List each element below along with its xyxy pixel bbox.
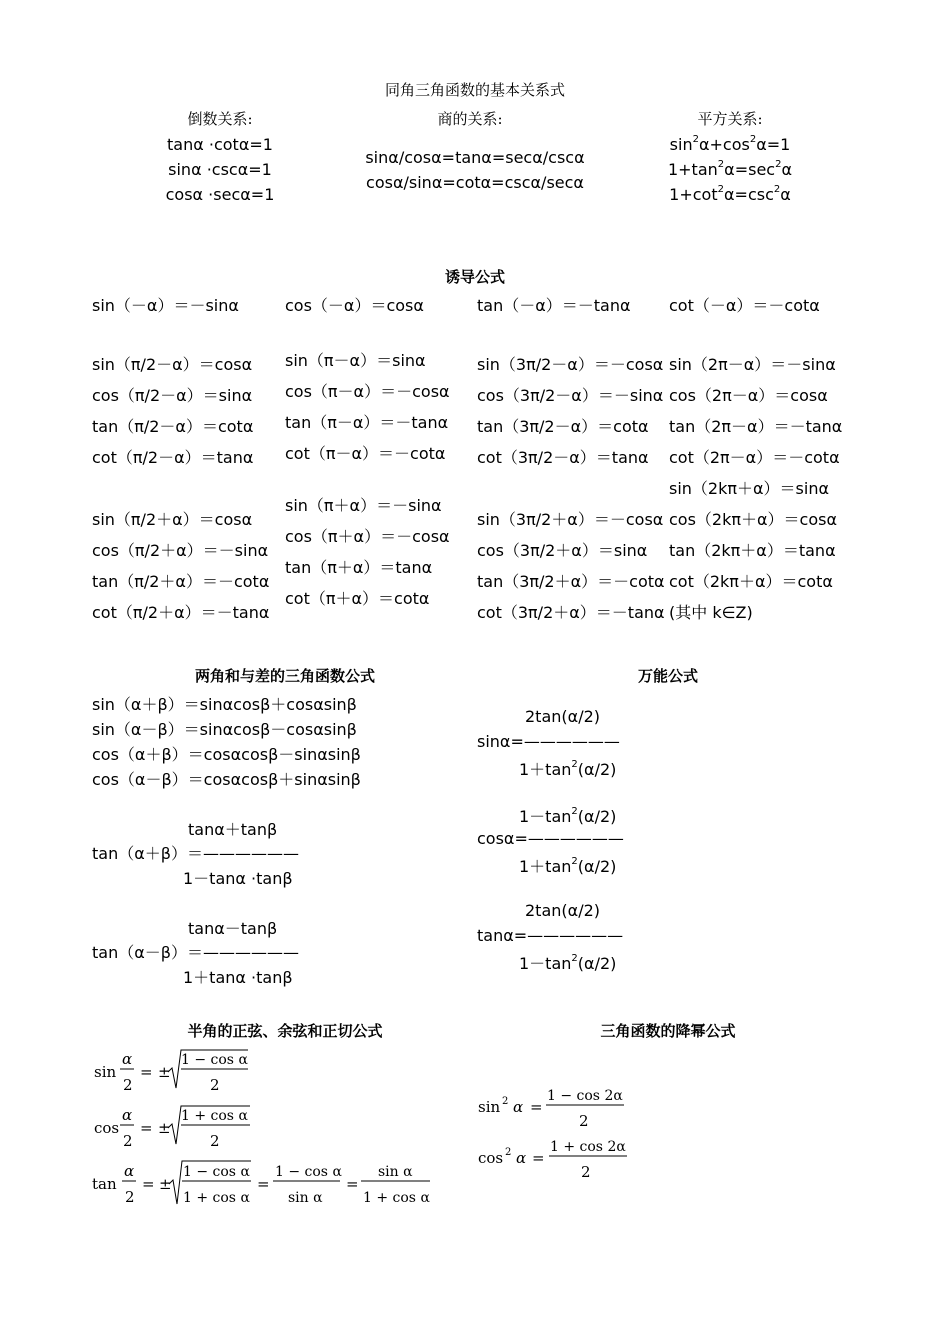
universal-cos-denominator: $1+\tan^2(\alpha/2)$: [519, 855, 617, 876]
half-cos-two: 2: [123, 1132, 133, 1150]
induction-g1-c3-1: sin（3π/2－α）＝－cosα: [477, 355, 664, 374]
universal-tan-denominator: $1-\tan^2(\alpha/2)$: [519, 952, 617, 973]
induction-g1-c2-2: cos（π－α）＝－cosα: [285, 382, 450, 401]
half-sin-eq: =: [140, 1063, 153, 1081]
pr-sin-sup: 2: [502, 1096, 509, 1107]
square-heading: 平方关系:: [697, 110, 763, 128]
induction-g2-c2-1: sin（π＋α）＝－sinα: [285, 496, 442, 515]
half-sin-pm: ±: [158, 1063, 171, 1081]
induction-g2-c1-4: cot（π/2＋α）＝－tanα: [92, 603, 270, 622]
half-tan-eq2: =: [257, 1175, 270, 1193]
tan-plus-denominator: 1－tanα ·tanβ: [183, 869, 293, 888]
half-cos-fn: cos: [94, 1119, 120, 1137]
basic-title: 同角三角函数的基本关系式: [384, 81, 565, 99]
half-tan-den: 1 + cos α: [183, 1190, 250, 1206]
universal-tan-numerator: 2tan(α/2): [525, 901, 600, 920]
universal-sin-numerator: 2tan(α/2): [525, 707, 600, 726]
induction-row0-c3: tan（－α）＝－tanα: [477, 296, 631, 315]
induction-title: 诱导公式: [444, 268, 505, 286]
induction-g1-c4-2: cos（2π－α）＝cosα: [669, 386, 828, 405]
half-tan-den2: sin α: [288, 1190, 323, 1206]
induction-g2-c3-2: cos（3π/2＋α）＝sinα: [477, 541, 648, 560]
half-cos-alpha: α: [122, 1106, 133, 1124]
power-reduce-title: 三角函数的降幂公式: [600, 1022, 736, 1040]
induction-g2-c3-3: tan（3π/2＋α）＝－cotα: [477, 572, 665, 591]
power-reduce-formulas: [474, 1078, 644, 1188]
tan-minus-numerator: tanα－tanβ: [188, 919, 278, 938]
induction-g2-c1-2: cos（π/2＋α）＝－sinα: [92, 541, 269, 560]
induction-g2-c4-4: cot（2kπ＋α）＝cotα: [669, 572, 833, 591]
pr-cos-num: 1 + cos 2α: [550, 1139, 626, 1155]
half-cos-eq: =: [140, 1119, 153, 1137]
half-tan-two: 2: [125, 1188, 135, 1206]
half-sin-alpha: α: [122, 1050, 133, 1068]
half-sin-two: 2: [123, 1076, 133, 1094]
half-cos-num: 1 + cos α: [181, 1108, 248, 1124]
reciprocal-heading: 倒数关系:: [187, 110, 253, 128]
half-tan-eq: =: [142, 1175, 155, 1193]
half-tan-alpha: α: [124, 1162, 135, 1180]
induction-g1-c2-1: sin（π－α）＝sinα: [285, 351, 426, 370]
half-tan-eq3: =: [346, 1175, 359, 1193]
reciprocal-line-1: tanα ·cotα=1: [167, 135, 273, 154]
quotient-heading: 商的关系:: [437, 110, 503, 128]
induction-g2-c1-1: sin（π/2＋α）＝cosα: [92, 510, 253, 529]
pr-sin-fn: sin: [478, 1098, 501, 1116]
induction-g1-c3-3: tan（3π/2－α）＝cotα: [477, 417, 649, 436]
induction-g2-c4-3: tan（2kπ＋α）＝tanα: [669, 541, 836, 560]
induction-g1-c3-2: cos（3π/2－α）＝－sinα: [477, 386, 664, 405]
pr-sin-alpha: α: [513, 1098, 524, 1116]
half-sin-fn: sin: [94, 1063, 117, 1081]
universal-sin-lhs: sinα=——————: [477, 732, 620, 751]
sum-diff-line-3: cos（α＋β）＝cosαcosβ－sinαsinβ: [92, 745, 361, 764]
pr-cos-alpha: α: [516, 1149, 527, 1167]
induction-g1-c2-3: tan（π－α）＝－tanα: [285, 413, 449, 432]
reciprocal-line-2: sinα ·cscα=1: [168, 160, 272, 179]
induction-row0-c2: cos（－α）＝cosα: [285, 296, 424, 315]
pr-cos-den: 2: [581, 1163, 591, 1181]
pr-cos-eq: =: [532, 1149, 545, 1167]
half-tan-num2: 1 − cos α: [275, 1164, 342, 1180]
tan-minus-denominator: 1＋tanα ·tanβ: [183, 968, 293, 987]
universal-tan-lhs: tanα=——————: [477, 926, 624, 945]
half-cos-den: 2: [210, 1132, 220, 1150]
universal-title: 万能公式: [637, 667, 698, 685]
tan-plus-lhs: tan（α＋β）＝——————: [92, 844, 299, 863]
induction-g2-c3-1: sin（3π/2＋α）＝－cosα: [477, 510, 664, 529]
half-tan-num: 1 − cos α: [183, 1164, 250, 1180]
pr-cos-fn: cos: [478, 1149, 504, 1167]
sum-diff-line-1: sin（α＋β）＝sinαcosβ＋cosαsinβ: [92, 695, 357, 714]
universal-cos-numerator: $1-\tan^2(\alpha/2)$: [519, 805, 617, 826]
induction-g1-c2-4: cot（π－α）＝－cotα: [285, 444, 446, 463]
half-tan-num3: sin α: [378, 1164, 413, 1180]
half-angle-formulas: [88, 1044, 438, 1214]
induction-g1-c3-4: cot（3π/2－α）＝tanα: [477, 448, 649, 467]
universal-sin-denominator: $1+\tan^2(\alpha/2)$: [519, 758, 617, 779]
half-tan-den3: 1 + cos α: [363, 1190, 430, 1206]
sum-diff-line-4: cos（α－β）＝cosαcosβ＋sinαsinβ: [92, 770, 361, 789]
induction-g1-c4-1: sin（2π－α）＝－sinα: [669, 355, 836, 374]
half-tan-pm: ±: [159, 1175, 172, 1193]
induction-g2-c2-4: cot（π＋α）＝cotα: [285, 589, 430, 608]
pr-sin-eq: =: [530, 1098, 543, 1116]
induction-g1-c1-3: tan（π/2－α）＝cotα: [92, 417, 254, 436]
induction-g2-c4-1: sin（2kπ＋α）＝sinα: [669, 479, 830, 498]
half-sin-den: 2: [210, 1076, 220, 1094]
induction-g1-c4-3: tan（2π－α）＝－tanα: [669, 417, 843, 436]
half-tan-fn: tan: [92, 1175, 117, 1193]
pr-cos-sup: 2: [505, 1147, 512, 1158]
induction-g2-c2-2: cos（π＋α）＝－cosα: [285, 527, 450, 546]
half-cos-pm: ±: [158, 1119, 171, 1137]
reciprocal-line-3: cosα ·secα=1: [165, 185, 275, 204]
tan-minus-lhs: tan（α－β）＝——————: [92, 943, 299, 962]
sum-diff-line-2: sin（α－β）＝sinαcosβ－cosαsinβ: [92, 720, 357, 739]
tan-plus-numerator: tanα＋tanβ: [188, 820, 278, 839]
induction-g2-c3-4: cot（3π/2＋α）＝－tanα: [477, 603, 665, 622]
pr-sin-num: 1 − cos 2α: [547, 1088, 623, 1104]
induction-g1-c1-2: cos（π/2－α）＝sinα: [92, 386, 253, 405]
quotient-line-1: sinα/cosα=tanα=secα/cscα: [365, 148, 585, 167]
half-angle-title: 半角的正弦、余弦和正切公式: [187, 1022, 383, 1040]
induction-g1-c1-1: sin（π/2－α）＝cosα: [92, 355, 253, 374]
induction-row0-c1: sin（－α）＝－sinα: [92, 296, 239, 315]
induction-row0-c4: cot（－α）＝－cotα: [669, 296, 820, 315]
induction-g2-c4-2: cos（2kπ＋α）＝cosα: [669, 510, 838, 529]
sum-diff-title: 两角和与差的三角函数公式: [194, 667, 375, 685]
quotient-line-2: cosα/sinα=cotα=cscα/secα: [366, 173, 584, 192]
induction-g2-c1-3: tan（π/2＋α）＝－cotα: [92, 572, 270, 591]
induction-g1-c4-4: cot（2π－α）＝－cotα: [669, 448, 840, 467]
square-line-3: $1+\cot^2\alpha=\csc^2\alpha$: [669, 183, 791, 204]
induction-k-note: (其中 k∈Z): [669, 603, 753, 622]
universal-cos-lhs: cosα=——————: [477, 829, 624, 848]
half-sin-num: 1 − cos α: [181, 1052, 248, 1068]
square-line-2: $1+\tan^2\alpha=\sec^2\alpha$: [667, 158, 793, 179]
pr-sin-den: 2: [579, 1112, 589, 1130]
induction-g2-c2-3: tan（π＋α）＝tanα: [285, 558, 433, 577]
induction-g1-c1-4: cot（π/2－α）＝tanα: [92, 448, 254, 467]
square-line-1: $\sin^2\alpha+\cos^2\alpha=1$: [669, 133, 791, 154]
